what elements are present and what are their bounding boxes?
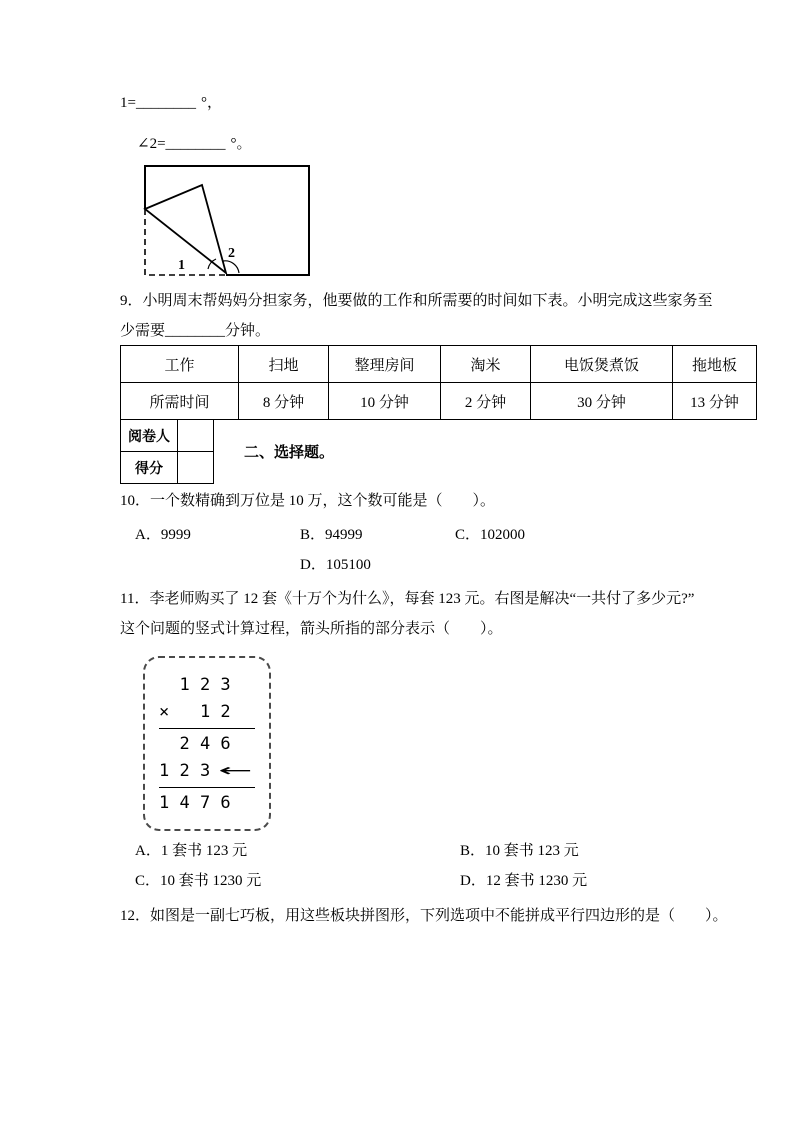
angle1-blank: ________ — [135, 95, 196, 111]
section2-title: 二、选择题。 — [244, 445, 335, 461]
q11-text-line1: 11．李老师购买了 12 套《十万个为什么》，每套 123 元。右图是解决“一共付了多少元?” — [120, 591, 695, 607]
cell-job-label: 工作 — [121, 346, 239, 383]
figure-angle2-label: 2 — [228, 246, 235, 261]
cell-time-4: 30 分钟 — [531, 383, 673, 420]
grader-row — [121, 420, 214, 452]
calc-result: 1 4 7 6 — [159, 793, 231, 813]
q10-text: 10．一个数精确到万位是 10 万，这个数可能是（ ）。 — [120, 493, 496, 509]
q9-text-line2 — [120, 320, 270, 342]
angle2-prefix: ∠2= — [137, 136, 166, 152]
calc-rule-2 — [159, 787, 255, 788]
q9-blank: ________ — [165, 323, 226, 339]
angle-figure — [142, 163, 314, 281]
angle1-line — [120, 92, 222, 114]
figure-angle1-label: 1 — [178, 258, 185, 273]
left-arrow-icon: ← — [218, 761, 253, 781]
q10-option-a: A．9999 — [135, 527, 191, 543]
q10-option-d: D．105100 — [300, 557, 371, 573]
calc-partial-1: 2 4 6 — [159, 734, 231, 754]
section2-row — [120, 419, 334, 484]
angle2-suffix: °。 — [230, 136, 252, 152]
score-row — [121, 452, 214, 484]
table-row-header — [121, 346, 757, 383]
calc-multiplicand: 1 2 3 — [159, 675, 231, 695]
angle1-suffix: °， — [200, 95, 222, 111]
cell-time-1: 8 分钟 — [239, 383, 329, 420]
grader-score-box — [120, 419, 214, 484]
angle2-line — [137, 133, 252, 155]
calc-rule-1 — [159, 728, 255, 729]
q10-option-b: B．94999 — [300, 527, 363, 543]
calc-partial-2-row — [159, 758, 255, 785]
q9-line2-suffix: 分钟。 — [225, 323, 271, 339]
q9-line2-prefix: 少需要 — [120, 323, 166, 339]
cell-job-1: 扫地 — [239, 346, 329, 383]
q12-text: 12．如图是一副七巧板，用这些板块拼图形，下列选项中不能拼成平行四边形的是（ ）。 — [120, 908, 728, 924]
q10-option-c: C．102000 — [455, 527, 526, 543]
angle2-blank: ________ — [165, 136, 226, 152]
grader-blank-cell — [178, 420, 214, 452]
grader-label: 阅卷人 — [121, 420, 178, 452]
q11-option-b: B．10 套书 123 元 — [460, 843, 579, 859]
cell-time-label: 所需时间 — [121, 383, 239, 420]
q9-chores-table — [120, 345, 757, 420]
cell-time-3: 2 分钟 — [441, 383, 531, 420]
cell-time-5: 13 分钟 — [673, 383, 757, 420]
score-blank-cell — [178, 452, 214, 484]
table-row-times — [121, 383, 757, 420]
cell-job-5: 拖地板 — [673, 346, 757, 383]
cell-job-4: 电饭煲煮饭 — [531, 346, 673, 383]
q11-text-line2: 这个问题的竖式计算过程，箭头所指的部分表示（ ）。 — [120, 621, 503, 637]
calc-partial-2: 1 2 3 — [159, 761, 211, 781]
q11-option-a: A．1 套书 123 元 — [135, 843, 248, 859]
cell-time-2: 10 分钟 — [329, 383, 441, 420]
q11-option-d: D．12 套书 1230 元 — [460, 873, 588, 889]
score-label: 得分 — [121, 452, 178, 484]
q9-text-line1: 9．小明周末帮妈妈分担家务，他要做的工作和所需要的时间如下表。小明完成这些家务至 — [120, 293, 713, 309]
multiplication-diagram — [143, 656, 271, 831]
cell-job-3: 淘米 — [441, 346, 531, 383]
cell-job-2: 整理房间 — [329, 346, 441, 383]
q11-option-c: C．10 套书 1230 元 — [135, 873, 262, 889]
calc-multiplier: × 1 2 — [159, 702, 231, 722]
angle1-prefix: 1= — [120, 95, 136, 111]
